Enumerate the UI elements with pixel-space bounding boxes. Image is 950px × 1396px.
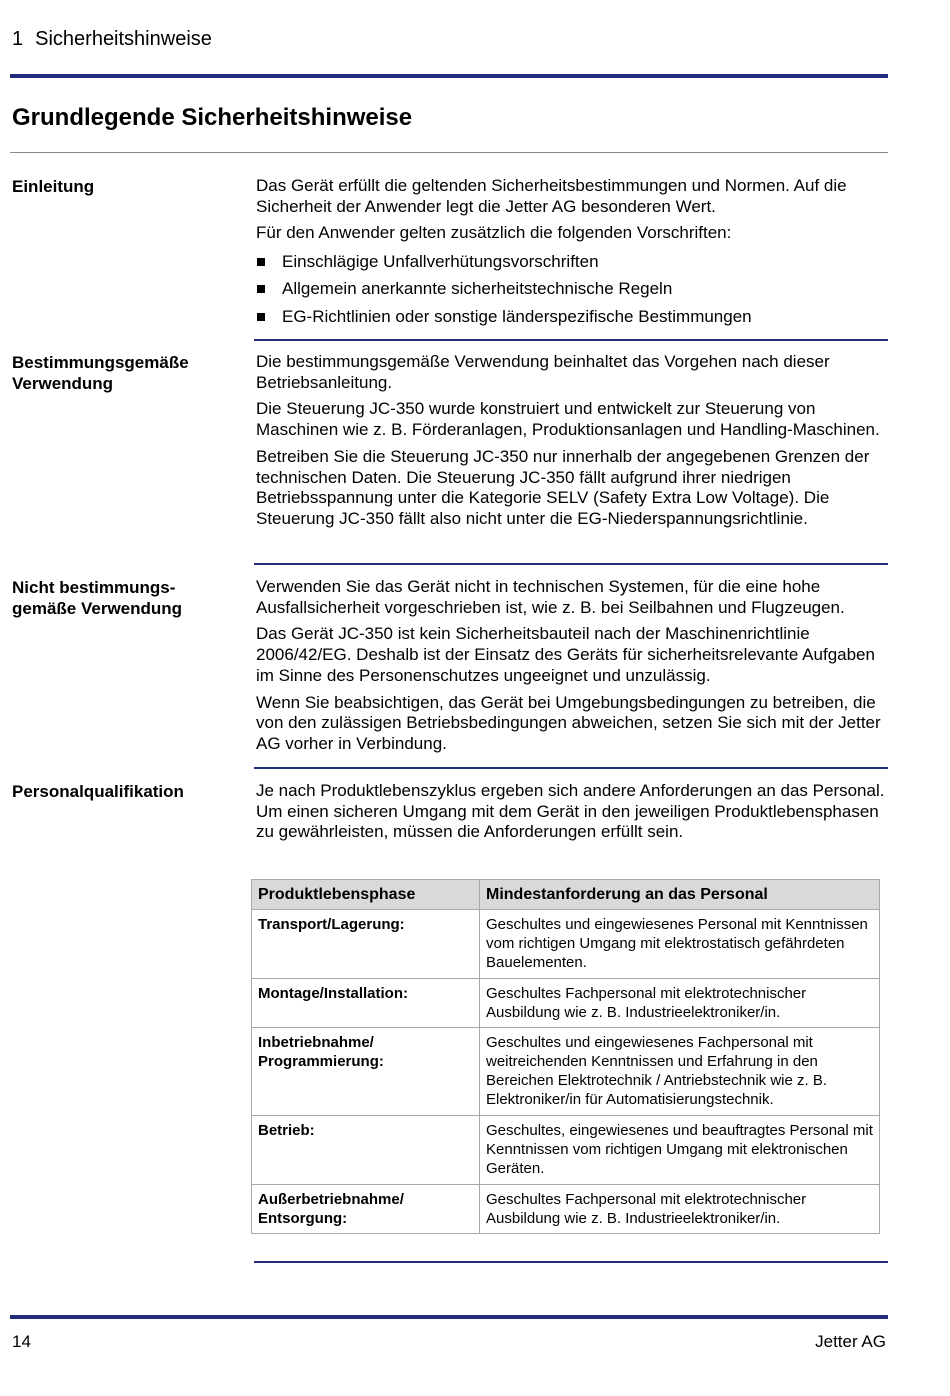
section-body-nicht-bestimmung bbox=[256, 577, 888, 761]
paragraph: Betreiben Sie die Steuerung JC-350 nur innerhalb der angegebenen Grenzen der technischen Daten. Die Steuerung JC-350 fällt aufgrund ihrer niedrigen Betriebsspannung unter die Kategorie SELV (Safety Extra Low Voltage). Die Steuerung JC-350 fällt also nicht unter die EG-Niederspannungsrichtlinie. bbox=[256, 446, 870, 528]
chapter-heading bbox=[12, 28, 212, 51]
section-label-einleitung: Einleitung bbox=[12, 177, 95, 196]
chapter-number: 1 bbox=[12, 28, 24, 50]
table-cell-phase: Außerbetriebnahme/ Entsorgung: bbox=[252, 1185, 480, 1234]
section-body-personal bbox=[256, 781, 888, 849]
square-bullet-icon bbox=[257, 313, 265, 321]
square-bullet-icon bbox=[257, 258, 265, 266]
table-header-row bbox=[252, 880, 880, 910]
list-item: Einschlägige Unfallverhütungsvorschriften bbox=[256, 252, 888, 273]
section-label-personal: Personalqualifikation bbox=[12, 782, 184, 801]
list-item: EG-Richtlinien oder sonstige länderspezifische Bestimmungen bbox=[256, 307, 888, 328]
section-divider bbox=[254, 1261, 888, 1263]
section-divider bbox=[254, 563, 888, 565]
page-number: 14 bbox=[12, 1332, 31, 1351]
page-title: Grundlegende Sicherheitshinweise bbox=[12, 104, 413, 131]
section-label-nicht-bestimmung: Nicht bestimmungs- gemäße Verwendung bbox=[12, 578, 183, 618]
table-cell-requirement: Geschultes und eingewiesenes Fachpersonal mit weitreichenden Kenntnissen und Erfahrung in den Bereichen Elektrotechnik / Antriebstechnik wie z. B. Elektroniker/in für Automatisierungstechnik. bbox=[480, 1028, 880, 1116]
table-cell-requirement: Geschultes Fachpersonal mit elektrotechnischer Ausbildung wie z. B. Industrieelektroniker/in. bbox=[480, 979, 880, 1028]
paragraph: Das Gerät erfüllt die geltenden Sicherheitsbestimmungen und Normen. Auf die Sicherheit der Anwender legt die Jetter AG besonderen Wert. bbox=[256, 176, 847, 216]
table-cell-requirement: Geschultes, eingewiesenes und beauftragtes Personal mit Kenntnissen vom richtigen Umgang mit elektronischen Geräten. bbox=[480, 1116, 880, 1185]
square-bullet-icon bbox=[257, 285, 265, 293]
company-name: Jetter AG bbox=[815, 1332, 886, 1351]
section-label-bestimmung: Bestimmungsgemäße Verwendung bbox=[12, 353, 189, 393]
table-row bbox=[252, 1185, 880, 1234]
header-rule bbox=[10, 74, 888, 78]
bullet-list bbox=[256, 252, 888, 327]
paragraph: Wenn Sie beabsichtigen, das Gerät bei Umgebungsbedingungen zu betreiben, die von den zulässigen Betriebsbedingungen abweichen, setzen Sie sich mit der Jetter AG vorher in Verbindung. bbox=[256, 692, 881, 753]
table-row bbox=[252, 910, 880, 979]
table-cell-requirement: Geschultes Fachpersonal mit elektrotechnischer Ausbildung wie z. B. Industrieelektroniker/in. bbox=[480, 1185, 880, 1234]
table-header-cell: Mindestanforderung an das Personal bbox=[480, 880, 880, 910]
table-row bbox=[252, 979, 880, 1028]
table-cell-phase: Betrieb: bbox=[252, 1116, 480, 1185]
section-body-bestimmung bbox=[256, 352, 888, 536]
list-item: Allgemein anerkannte sicherheitstechnische Regeln bbox=[256, 279, 888, 300]
chapter-title: Sicherheitshinweise bbox=[35, 28, 212, 50]
paragraph: Das Gerät JC-350 ist kein Sicherheitsbauteil nach der Maschinenrichtlinie 2006/42/EG. Deshalb ist der Einsatz des Geräts für sicherheitsrelevante Aufgaben im Sinne des Personenschutzes ungeeignet und unzulässig. bbox=[256, 624, 875, 685]
table-cell-phase: Transport/Lagerung: bbox=[252, 910, 480, 979]
table-header-cell: Produktlebensphase bbox=[252, 880, 480, 910]
table-cell-phase: Inbetriebnahme/ Programmierung: bbox=[252, 1028, 480, 1116]
table-row bbox=[252, 1028, 880, 1116]
section-body-einleitung bbox=[256, 176, 888, 334]
paragraph: Die bestimmungsgemäße Verwendung beinhaltet das Vorgehen nach dieser Betriebsanleitung. bbox=[256, 352, 830, 392]
section-divider bbox=[254, 767, 888, 769]
paragraph: Verwenden Sie das Gerät nicht in technischen Systemen, für die eine hohe Ausfallsicherheit vorgeschrieben ist, wie z. B. bei Seilbahnen und Flugzeugen. bbox=[256, 577, 845, 617]
table-cell-requirement: Geschultes und eingewiesenes Personal mit Kenntnissen vom richtigen Umgang mit elektrostatisch gefährdeten Bauelementen. bbox=[480, 910, 880, 979]
footer-rule bbox=[10, 1315, 888, 1319]
paragraph: Je nach Produktlebenszyklus ergeben sich andere Anforderungen an das Personal. Um einen sicheren Umgang mit dem Gerät in den jeweiligen Produktlebensphasen zu gewährleisten, müssen die Anforderungen erfüllt sein. bbox=[256, 781, 885, 842]
paragraph: Für den Anwender gelten zusätzlich die folgenden Vorschriften: bbox=[256, 223, 732, 243]
paragraph: Die Steuerung JC-350 wurde konstruiert und entwickelt zur Steuerung von Maschinen wie z. B. Förderanlagen, Produktionsanlagen und Handling-Maschinen. bbox=[256, 399, 880, 440]
section-divider bbox=[254, 339, 888, 341]
table-cell-phase: Montage/Installation: bbox=[252, 979, 480, 1028]
personnel-table bbox=[251, 879, 880, 1234]
title-rule bbox=[10, 152, 888, 153]
table-row bbox=[252, 1116, 880, 1185]
